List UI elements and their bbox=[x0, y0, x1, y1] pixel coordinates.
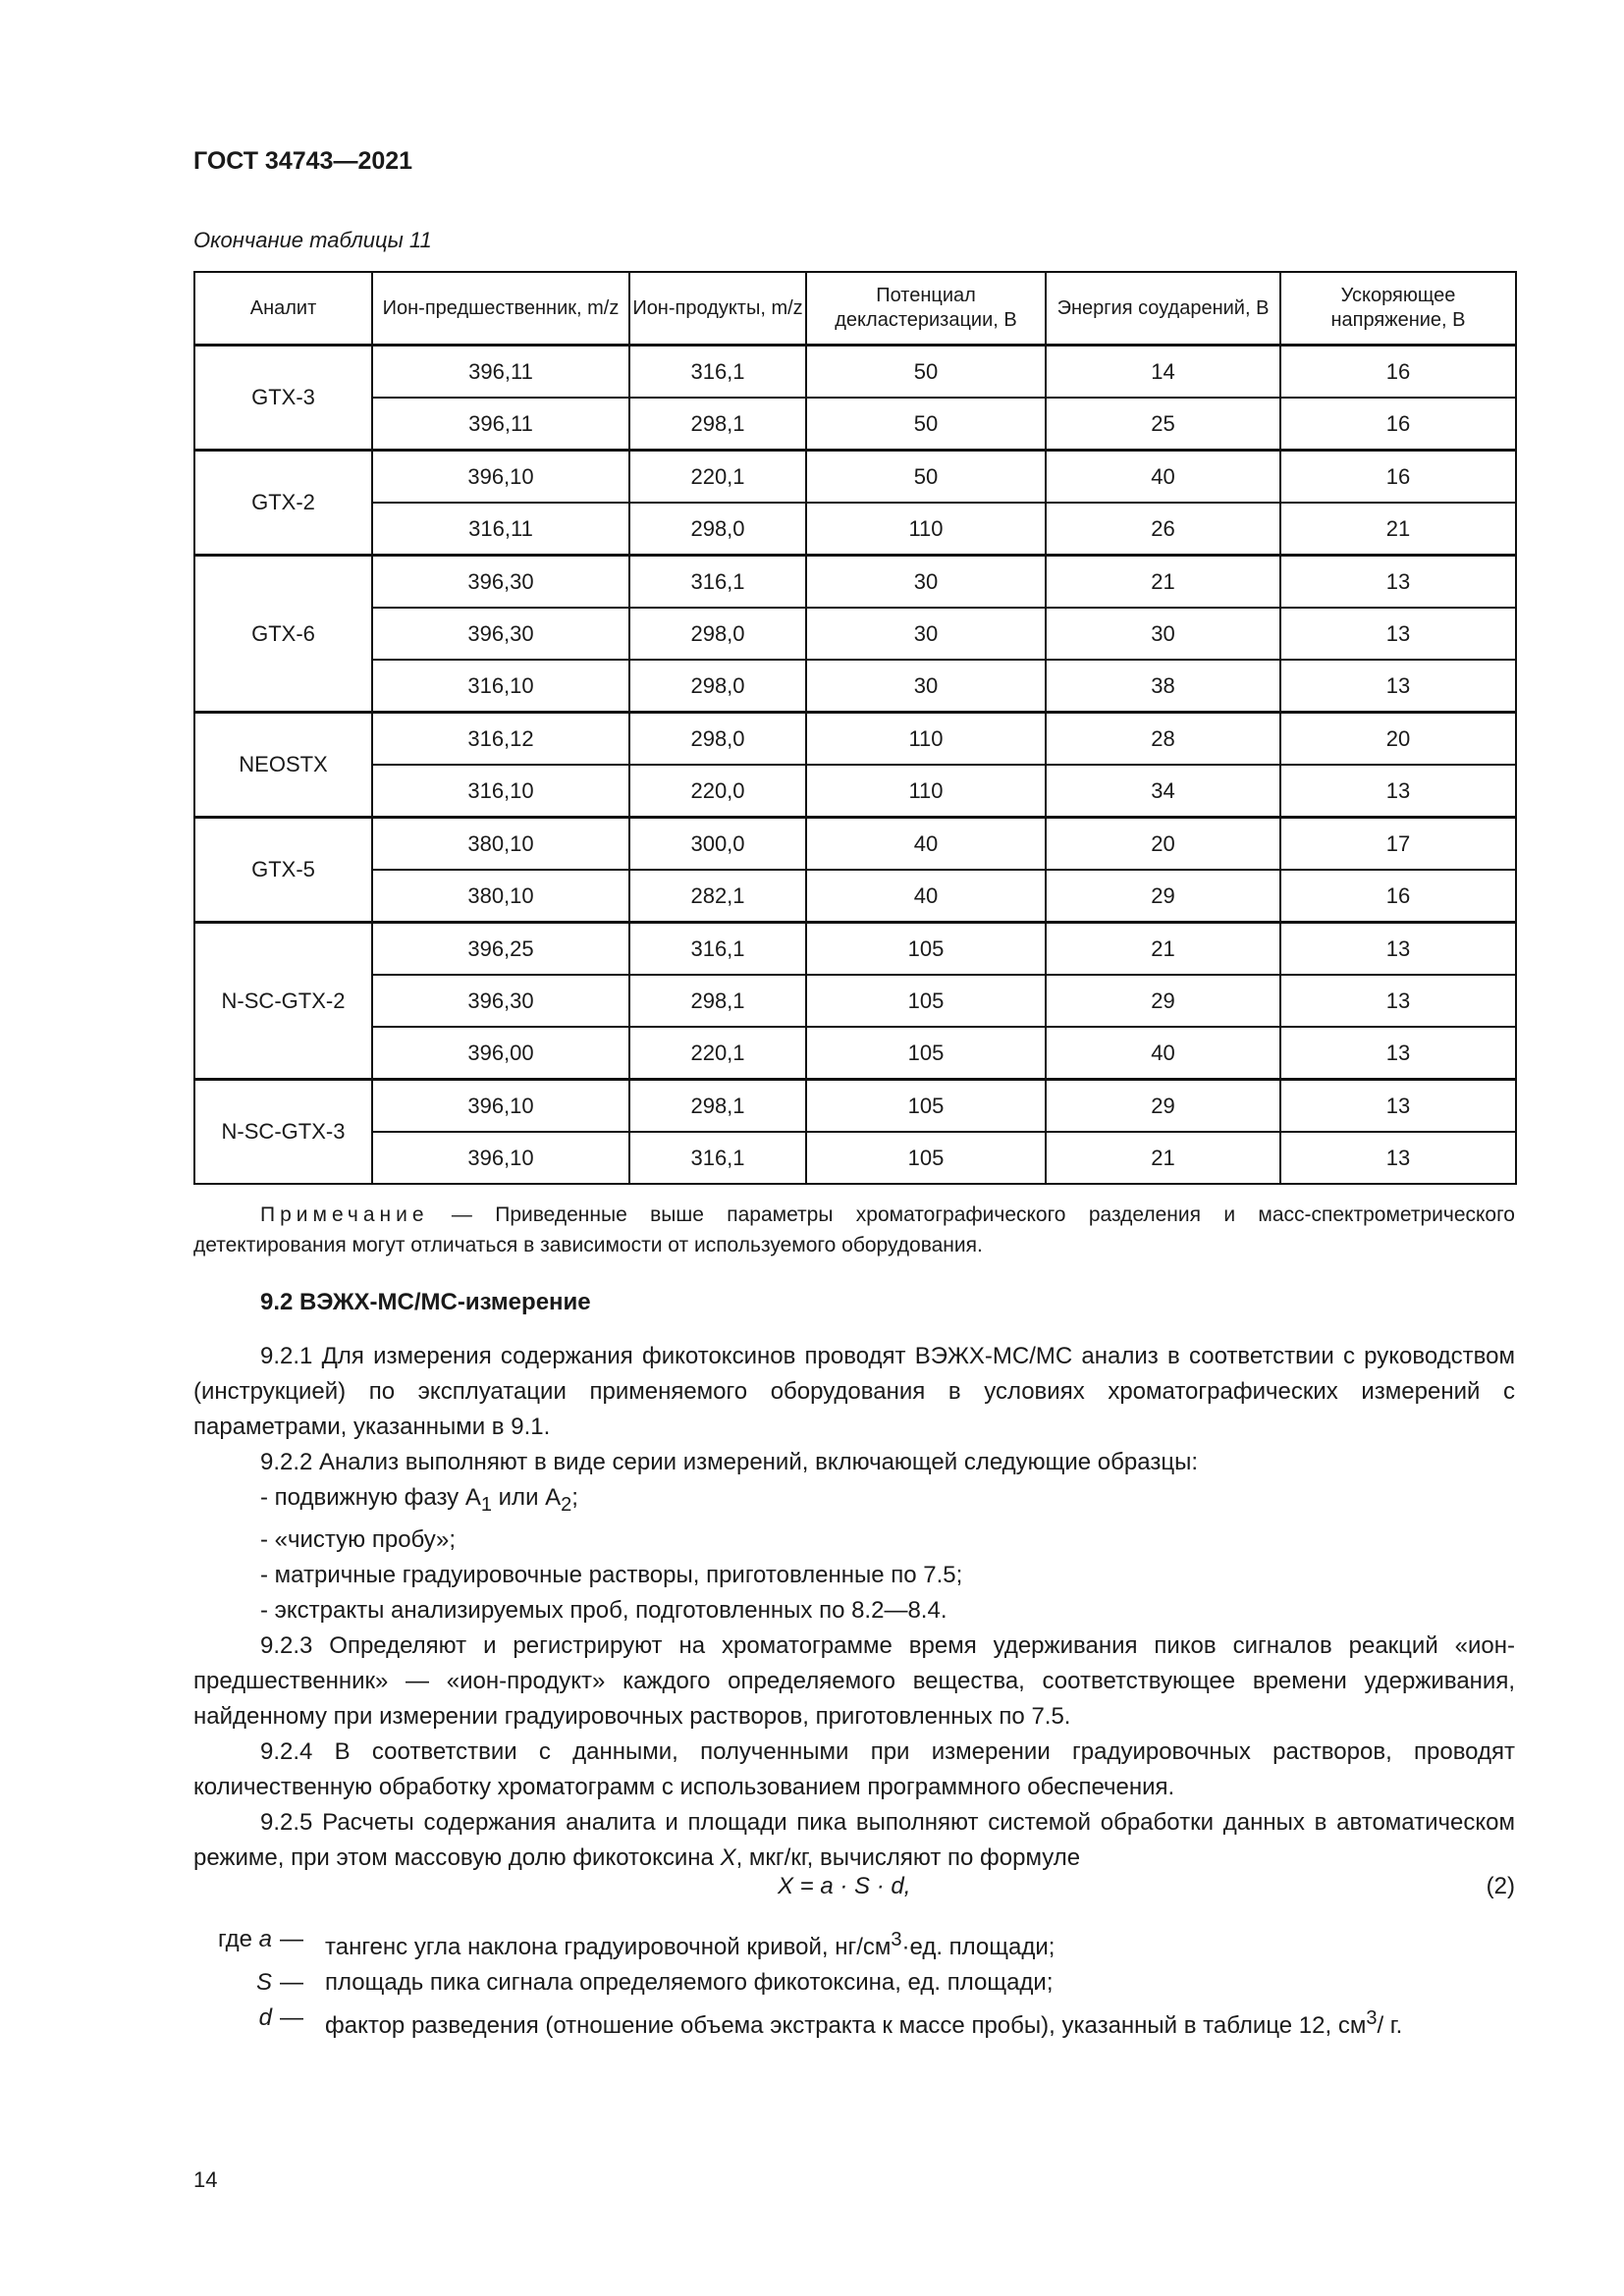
column-header: Аналит bbox=[194, 272, 372, 346]
table-cell: 14 bbox=[1046, 346, 1280, 399]
analyte-cell: GTX-3 bbox=[194, 346, 372, 451]
table-row bbox=[194, 660, 1516, 713]
table-cell: 40 bbox=[1046, 1027, 1280, 1080]
table-cell: 20 bbox=[1280, 713, 1516, 766]
table-cell: 13 bbox=[1280, 608, 1516, 660]
table-cell: 316,1 bbox=[629, 556, 806, 609]
table-cell: 105 bbox=[806, 1132, 1046, 1184]
table-cell: 50 bbox=[806, 346, 1046, 399]
paragraph-9-2-1: 9.2.1 Для измерения содержания фикотоксинов проводят ВЭЖХ-МС/МС анализ в соответствии с руководством (инструкцией) по эксплуатации применяемого оборудования в условиях хроматографических измерений с параметрами, указанными в 9.1. bbox=[193, 1343, 1515, 1440]
table-cell: 13 bbox=[1280, 660, 1516, 713]
table-cell: 316,10 bbox=[372, 765, 629, 818]
table-row bbox=[194, 923, 1516, 976]
analyte-cell: GTX-5 bbox=[194, 818, 372, 923]
table-row bbox=[194, 975, 1516, 1027]
analyte-cell: N-SC-GTX-2 bbox=[194, 923, 372, 1080]
table-row bbox=[194, 870, 1516, 923]
table-cell: 105 bbox=[806, 1027, 1046, 1080]
table-cell: 21 bbox=[1280, 503, 1516, 556]
section-heading: 9.2 ВЭЖХ-МС/МС-измерение bbox=[260, 1289, 591, 1315]
parameters-table bbox=[193, 271, 1517, 1185]
table-cell: 298,1 bbox=[629, 1080, 806, 1133]
table-row bbox=[194, 503, 1516, 556]
formula-row bbox=[193, 1873, 1515, 1908]
table-cell: 282,1 bbox=[629, 870, 806, 923]
table-row bbox=[194, 765, 1516, 818]
table-cell: 16 bbox=[1280, 451, 1516, 504]
table-cell: 105 bbox=[806, 975, 1046, 1027]
table-cell: 220,0 bbox=[629, 765, 806, 818]
table-cell: 298,0 bbox=[629, 503, 806, 556]
paragraph-9-2-4: 9.2.4 В соответствии с данными, полученными при измерении градуировочных растворов, проводят количественную обработку хроматограмм с использованием программного обеспечения. bbox=[193, 1737, 1515, 1800]
table-cell: 16 bbox=[1280, 870, 1516, 923]
table-cell: 26 bbox=[1046, 503, 1280, 556]
table-cell: 13 bbox=[1280, 923, 1516, 976]
table-cell: 29 bbox=[1046, 870, 1280, 923]
table-cell: 29 bbox=[1046, 975, 1280, 1027]
table-row bbox=[194, 1132, 1516, 1184]
table-cell: 13 bbox=[1280, 1027, 1516, 1080]
table-cell: 316,10 bbox=[372, 660, 629, 713]
paragraph-9-2-5: 9.2.5 Расчеты содержания аналита и площади пика выполняют системой обработки данных в автоматическом режиме, при этом массовую долю фикотоксина X, мкг/кг, вычисляют по формуле bbox=[193, 1808, 1515, 1871]
table-cell: 396,10 bbox=[372, 1132, 629, 1184]
table-cell: 316,1 bbox=[629, 1132, 806, 1184]
legend-symbol: d bbox=[258, 2004, 272, 2031]
section-body bbox=[193, 1339, 1515, 1876]
page-number: 14 bbox=[193, 2167, 218, 2192]
table-cell: 220,1 bbox=[629, 451, 806, 504]
paragraph-9-2-2: 9.2.2 Анализ выполняют в виде серии измерений, включающей следующие образцы: bbox=[260, 1449, 1198, 1475]
table-cell: 396,30 bbox=[372, 608, 629, 660]
table-cell: 13 bbox=[1280, 765, 1516, 818]
column-header: Энергия соударений, В bbox=[1046, 272, 1280, 346]
table-cell: 298,1 bbox=[629, 975, 806, 1027]
table-cell: 13 bbox=[1280, 1080, 1516, 1133]
table-cell: 105 bbox=[806, 1080, 1046, 1133]
table-header-row bbox=[194, 272, 1516, 346]
table-cell: 13 bbox=[1280, 975, 1516, 1027]
column-header: Ион-предшественник, m/z bbox=[372, 272, 629, 346]
table-cell: 40 bbox=[806, 818, 1046, 871]
table-cell: 396,25 bbox=[372, 923, 629, 976]
table-cell: 21 bbox=[1046, 923, 1280, 976]
table-cell: 396,10 bbox=[372, 451, 629, 504]
legend-item: d — фактор разведения (отношение объема экстракта к массе пробы), указанный в таблице 12, $см^3/$ г. bbox=[193, 2001, 1515, 2044]
table-row bbox=[194, 346, 1516, 399]
table-cell: 396,10 bbox=[372, 1080, 629, 1133]
table-cell: 29 bbox=[1046, 1080, 1280, 1133]
table-cell: 396,00 bbox=[372, 1027, 629, 1080]
table-cell: 110 bbox=[806, 765, 1046, 818]
table-cell: 50 bbox=[806, 398, 1046, 451]
table-cell: 28 bbox=[1046, 713, 1280, 766]
table-cell: 21 bbox=[1046, 1132, 1280, 1184]
table-row bbox=[194, 451, 1516, 504]
table-cell: 13 bbox=[1280, 556, 1516, 609]
table-cell: 25 bbox=[1046, 398, 1280, 451]
table-cell: 21 bbox=[1046, 556, 1280, 609]
analyte-cell: GTX-6 bbox=[194, 556, 372, 713]
analyte-cell: NEOSTX bbox=[194, 713, 372, 818]
table-cell: 38 bbox=[1046, 660, 1280, 713]
table-cell: 316,11 bbox=[372, 503, 629, 556]
table-cell: 13 bbox=[1280, 1132, 1516, 1184]
table-cell: 110 bbox=[806, 503, 1046, 556]
table-cell: 105 bbox=[806, 923, 1046, 976]
table-cell: 30 bbox=[806, 556, 1046, 609]
table-cell: 40 bbox=[806, 870, 1046, 923]
legend-description: фактор разведения (отношение объема экстракта к массе пробы), указанный в таблице 12, $см^3/$ г. bbox=[325, 2007, 1403, 2039]
formula-number: (2) bbox=[1486, 1873, 1515, 1899]
table-body bbox=[194, 346, 1516, 1185]
table-cell: 40 bbox=[1046, 451, 1280, 504]
table-cell: 396,11 bbox=[372, 346, 629, 399]
analyte-cell: GTX-2 bbox=[194, 451, 372, 556]
legend-item: S — площадь пика сигнала определяемого фикотоксина, ед. площади; bbox=[193, 1965, 1515, 2001]
table-cell: 316,1 bbox=[629, 346, 806, 399]
table-cell: 30 bbox=[1046, 608, 1280, 660]
list-item: - «чистую пробу»; bbox=[260, 1525, 457, 1553]
table-cell: 17 bbox=[1280, 818, 1516, 871]
legend-item: где a — тангенс угла наклона градуировочной кривой, $нг/см^3\cdot ед$. площади; bbox=[193, 1922, 1515, 1965]
table-cell: 220,1 bbox=[629, 1027, 806, 1080]
paragraph-9-2-3: 9.2.3 Определяют и регистрируют на хроматограмме время удерживания пиков сигналов реакций «ион-предшественник» — «ион-продукт» каждого определяемого вещества, соответствующее времени удерживания, найденному при измерении градуировочных растворов, приготовленных по 7.5. bbox=[193, 1631, 1515, 1730]
table-cell: 316,12 bbox=[372, 713, 629, 766]
column-header: Ион-продукты, m/z bbox=[629, 272, 806, 346]
table-cell: 20 bbox=[1046, 818, 1280, 871]
legend-description: тангенс угла наклона градуировочной кривой, $нг/см^3\cdot ед$. площади; bbox=[325, 1929, 1056, 1960]
table-note bbox=[193, 1200, 1515, 1260]
document-standard-number: ГОСТ 34743—2021 bbox=[193, 147, 413, 175]
table-cell: 298,0 bbox=[629, 660, 806, 713]
table-row bbox=[194, 1080, 1516, 1133]
table-cell: 16 bbox=[1280, 398, 1516, 451]
table-cell: 298,0 bbox=[629, 713, 806, 766]
list-item: - матричные градуировочные растворы, приготовленные по 7.5; bbox=[260, 1561, 963, 1588]
table-row bbox=[194, 398, 1516, 451]
list-item: - экстракты анализируемых проб, подготовленных по 8.2—8.4. bbox=[260, 1596, 947, 1624]
table-cell: 298,0 bbox=[629, 608, 806, 660]
formula: X = a · S · d, bbox=[778, 1873, 911, 1899]
list-item: - подвижную фазу $А_1$ или $А_2$; bbox=[260, 1484, 578, 1516]
formula-legend bbox=[193, 1922, 1515, 2044]
table-cell: 30 bbox=[806, 660, 1046, 713]
table-cell: 300,0 bbox=[629, 818, 806, 871]
table-cell: 16 bbox=[1280, 346, 1516, 399]
table-cell: 396,30 bbox=[372, 975, 629, 1027]
table-row bbox=[194, 1027, 1516, 1080]
column-header: Ускоряющее напряжение, В bbox=[1280, 272, 1516, 346]
table-cell: 30 bbox=[806, 608, 1046, 660]
analyte-cell: N-SC-GTX-3 bbox=[194, 1080, 372, 1185]
table-cell: 396,30 bbox=[372, 556, 629, 609]
legend-intro: где bbox=[217, 1926, 252, 1952]
legend-symbol: S bbox=[255, 1969, 272, 1996]
note-text: — Приведенные выше параметры хроматографического разделения и масс-спектрометрического детектирования могут отличаться в зависимости от используемого оборудования. bbox=[193, 1203, 1515, 1256]
table-cell: 396,11 bbox=[372, 398, 629, 451]
table-cell: 50 bbox=[806, 451, 1046, 504]
table-row bbox=[194, 556, 1516, 609]
table-caption: Окончание таблицы 11 bbox=[193, 228, 432, 252]
table-row bbox=[194, 713, 1516, 766]
table-row bbox=[194, 818, 1516, 871]
table-cell: 380,10 bbox=[372, 818, 629, 871]
note-label: Примечание bbox=[260, 1203, 429, 1226]
table-cell: 34 bbox=[1046, 765, 1280, 818]
table-row bbox=[194, 608, 1516, 660]
table-cell: 110 bbox=[806, 713, 1046, 766]
table-cell: 316,1 bbox=[629, 923, 806, 976]
table-cell: 298,1 bbox=[629, 398, 806, 451]
legend-description: площадь пика сигнала определяемого фикотоксина, ед. площади; bbox=[325, 1969, 1054, 1996]
table-cell: 380,10 bbox=[372, 870, 629, 923]
column-header: Потенциал декластеризации, В bbox=[806, 272, 1046, 346]
legend-symbol: a bbox=[258, 1926, 272, 1952]
